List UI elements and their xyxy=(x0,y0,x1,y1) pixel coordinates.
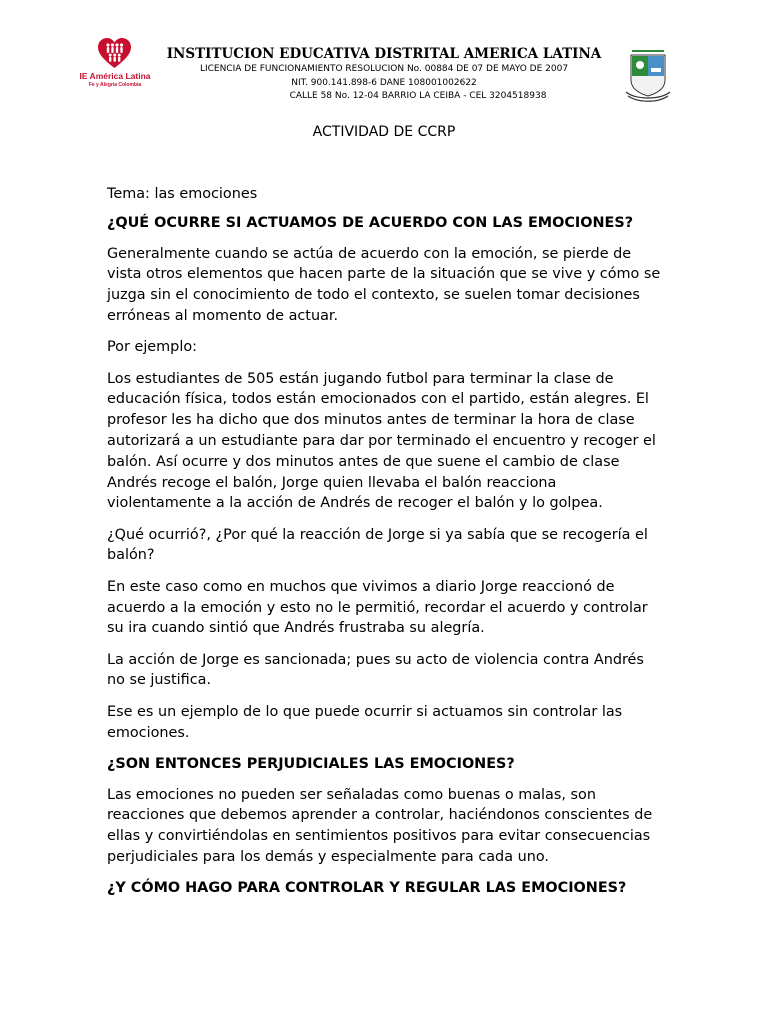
paragraph-6: La acción de Jorge es sancionada; pues su acto de violencia contra Andrés no se justifica. xyxy=(107,651,644,689)
question-heading-2: ¿SON ENTONCES PERJUDICIALES LAS EMOCIONES? xyxy=(107,755,515,772)
nit-line: NIT. 900.141.898-6 DANE 108001002622 xyxy=(291,78,477,88)
question-heading-1: ¿QUÉ OCURRE SI ACTUAMOS DE ACUERDO CON LAS EMOCIONES? xyxy=(107,214,634,231)
paragraph-1: Generalmente cuando se actúa de acuerdo con la emoción, se pierde de vista otros elementos que hacen parte de la situación que se vive y cómo se juzga sin el conocimiento de todo el contexto, se suelen tomar decisiones erróneas al momento de actuar. xyxy=(107,245,661,324)
school-shield xyxy=(622,46,674,104)
paragraph-3: Los estudiantes de 505 están jugando futbol para terminar la clase de educación física, todos están emocionados con el partido, están alegres. El profesor les ha dicho que dos minutos antes de terminar la hora de clase autorizará a un estudiante para dar por terminado el encuentro y recoger el balón. Así ocurre y dos minutos antes de que suene el cambio de clase Andrés recoge el balón, Jorge quien llevaba el balón reacciona violentamente a la acción de Andrés de recoger el balón y lo golpea. xyxy=(107,370,656,512)
question-heading-3: ¿Y CÓMO HAGO PARA CONTROLAR Y REGULAR LAS EMOCIONES? xyxy=(107,880,627,897)
document-body xyxy=(107,184,663,909)
institution-name: INSTITUCION EDUCATIVA DISTRITAL AMERICA LATINA xyxy=(166,46,602,62)
paragraph-5: En este caso como en muchos que vivimos a diario Jorge reaccionó de acuerdo a la emoción y esto no le permitió, recordar el acuerdo y controlar su ira cuando sintió que Andrés frustraba su alegría. xyxy=(107,578,648,637)
address-line: CALLE 58 No. 12-04 BARRIO LA CEIBA - CEL 3204518938 xyxy=(289,91,547,101)
shield-icon xyxy=(622,46,674,104)
logo-name: IE América Latina xyxy=(79,71,151,81)
paragraph-7: Ese es un ejemplo de lo que puede ocurrir si actuamos sin controlar las emociones. xyxy=(107,703,623,741)
logo-tagline: Fe y Alegría Colombia xyxy=(88,82,142,88)
document-header xyxy=(0,0,768,120)
paragraph-4: ¿Qué ocurrió?, ¿Por qué la reacción de Jorge si ya sabía que se recogería el balón? xyxy=(107,526,648,564)
license-line: LICENCIA DE FUNCIONAMIENTO RESOLUCION No. 00884 DE 07 DE MAYO DE 2007 xyxy=(199,64,569,74)
topic-line: Tema: las emociones xyxy=(107,186,258,202)
paragraph-2: Por ejemplo: xyxy=(107,339,197,356)
document-title: ACTIVIDAD DE CCRP xyxy=(312,124,456,140)
paragraph-8: Las emociones no pueden ser señaladas como buenas o malas, son reacciones que debemos aprender a controlar, haciéndonos conscientes de ellas y convirtiéndolas en sentimientos positivos para evitar consecuencias perjudiciales para los demás y especialmente para cada uno. xyxy=(107,786,653,866)
